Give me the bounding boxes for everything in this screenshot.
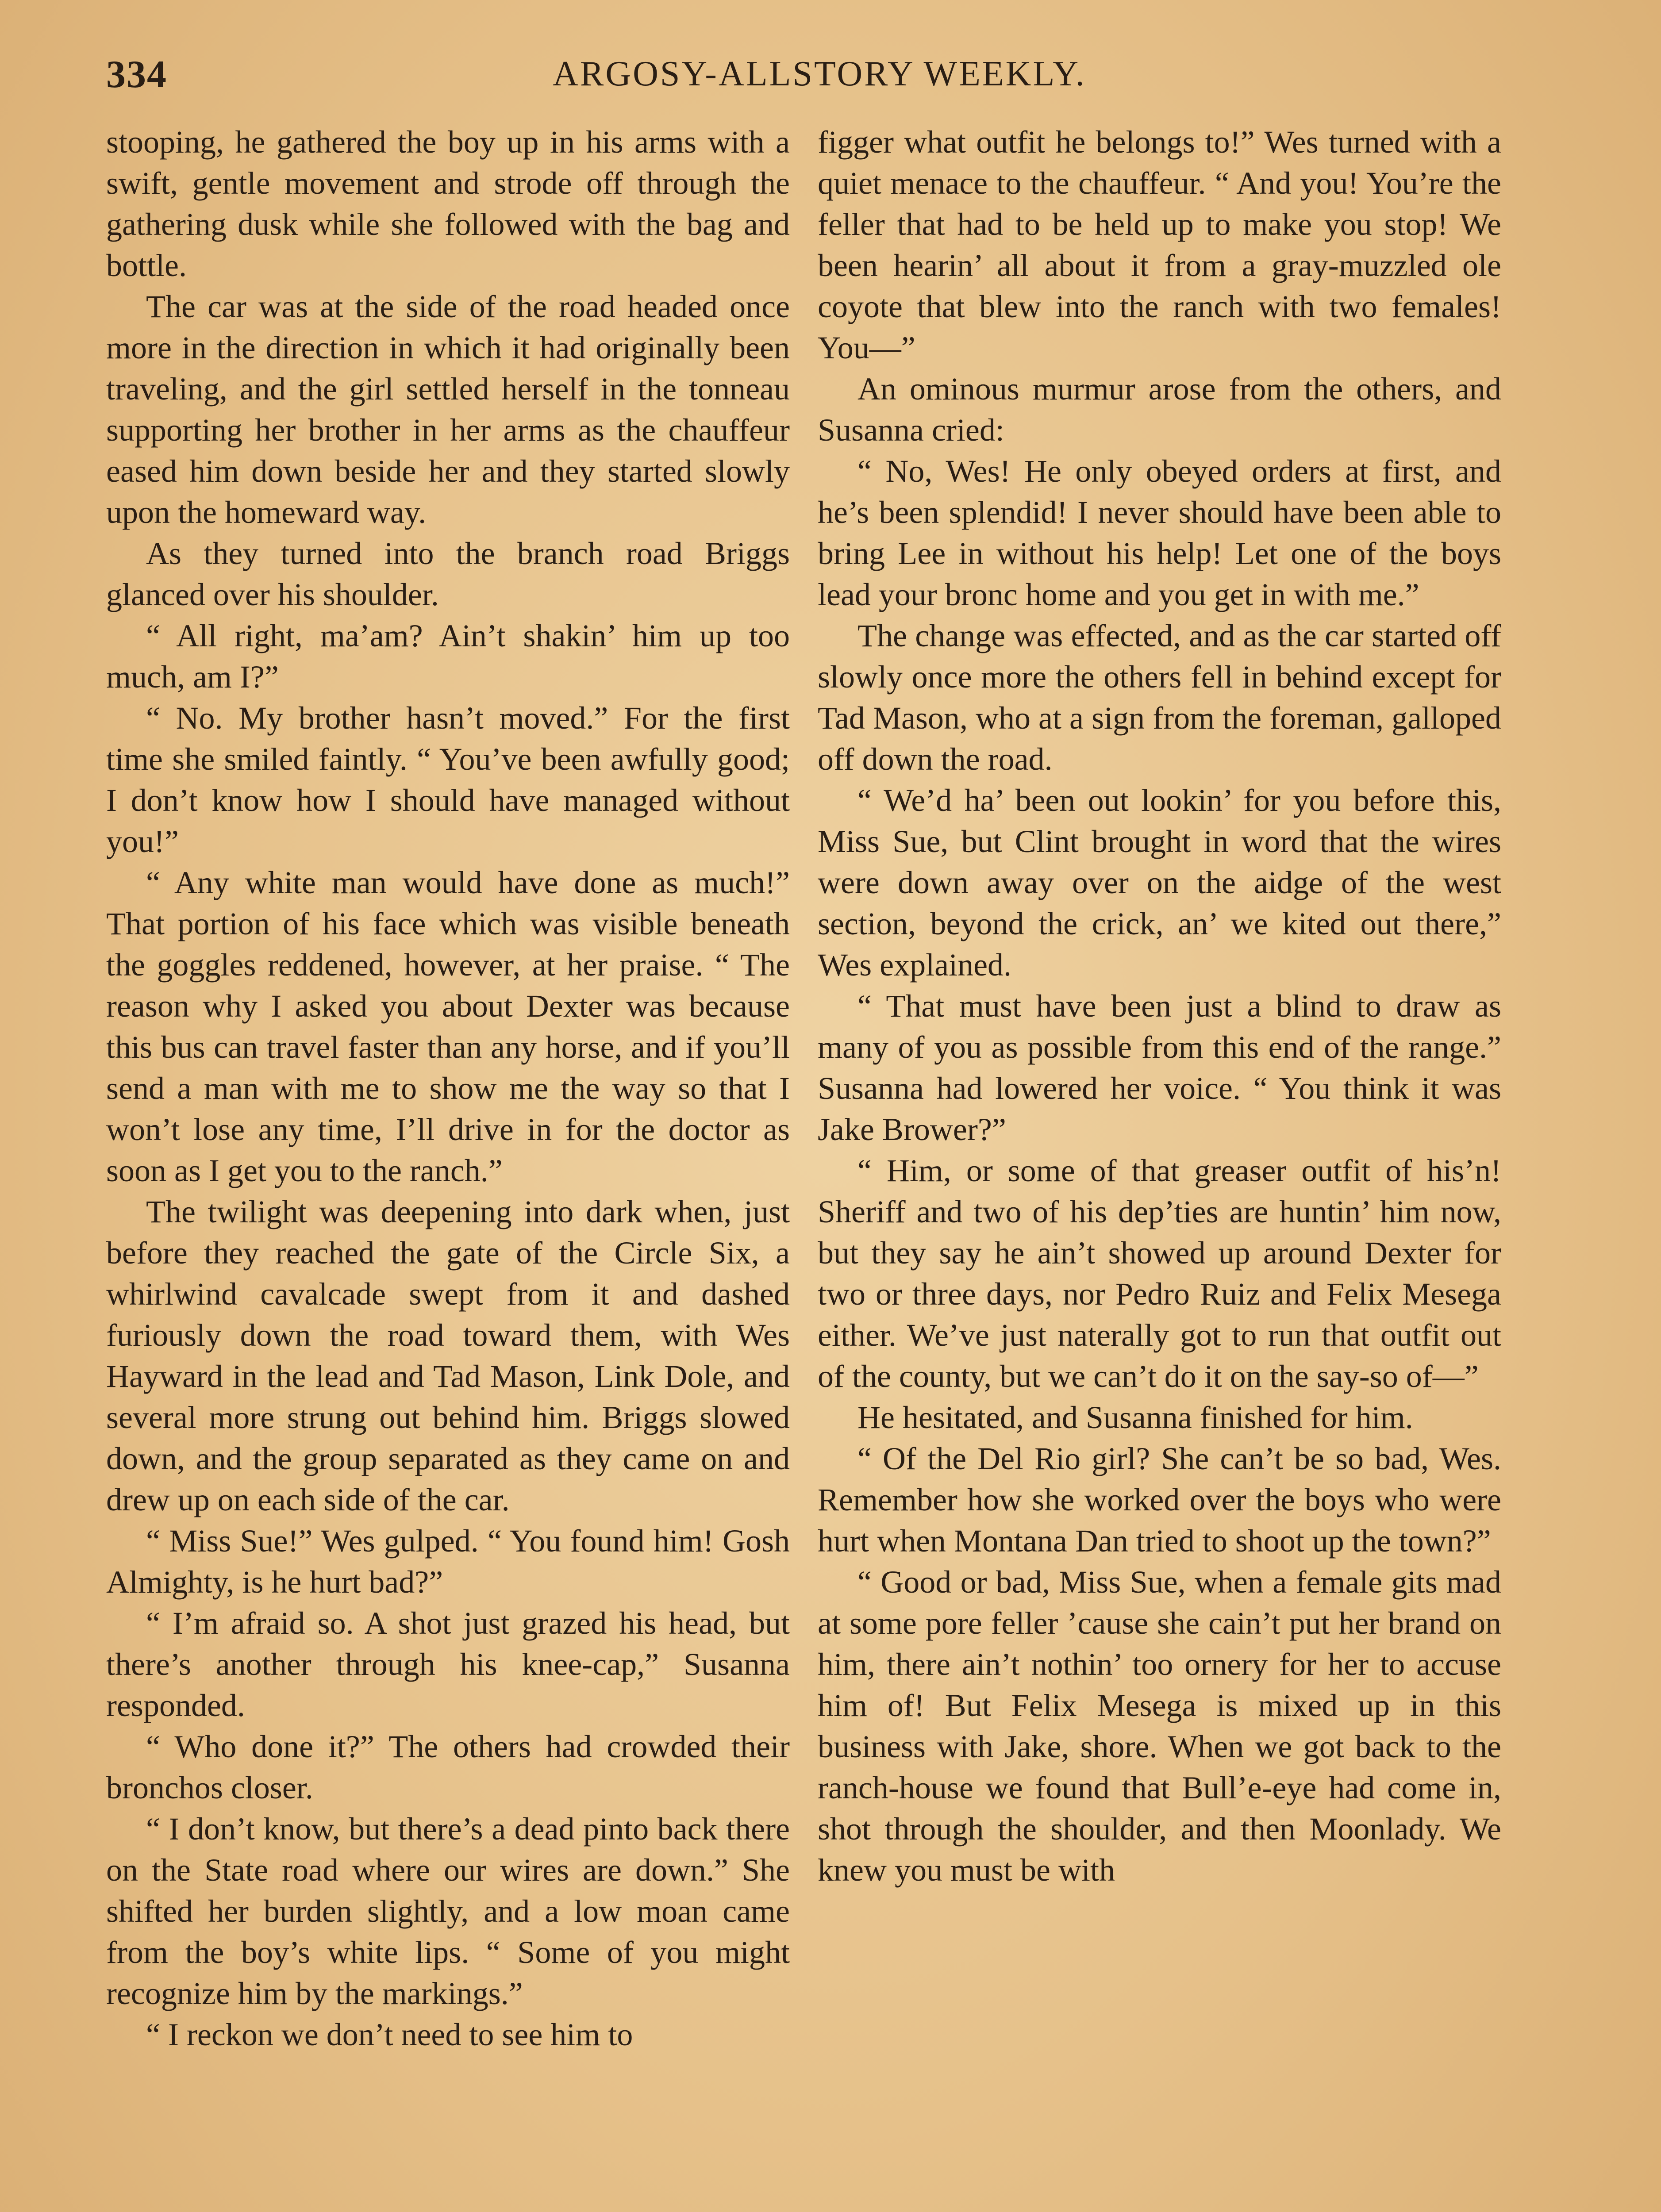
paragraph: The change was effected, and as the car started off slowly once more the others fell in behind except for Tad Mason, who at a sign from the foreman, galloped off down the road. bbox=[818, 618, 1501, 777]
paragraph: The twilight was deepening into dark when, just before they reached the gate of the Circle Six, a whirlwind cavalcade swept from it and dashed furiously down the road toward them, with Wes Hayward in the lead and Tad Mason, Link Dole, and several more strung out behind him. Briggs slowed down, and the group separated as they came on and drew up on each side of the car. bbox=[106, 1194, 790, 1517]
paragraph: The car was at the side of the road headed once more in the direction in which it had originally been traveling, and the girl settled herself in the tonneau supporting her brother in her arms as the chauffeur eased him down beside her and they started slowly upon the homeward way. bbox=[106, 289, 790, 530]
paragraph: “ No, Wes! He only obeyed orders at first, and he’s been splendid! I never should have been able to bring Lee in without his help! Let one of the boys lead your bronc home and you get in with me.” bbox=[818, 453, 1501, 612]
paragraph: An ominous murmur arose from the others, and Susanna cried: bbox=[818, 371, 1501, 448]
running-title: ARGOSY-ALLSTORY WEEKLY. bbox=[553, 54, 1086, 93]
text-column-right bbox=[818, 122, 1501, 2212]
paragraph: He hesitated, and Susanna finished for him. bbox=[857, 1400, 1413, 1435]
page-number: 334 bbox=[106, 53, 167, 96]
paragraph: “ I don’t know, but there’s a dead pinto back there on the State road where our wires are down.” She shifted her burden slightly, and a low moan came from the boy’s white lips. “ Some of you might recognize him by the markings.” bbox=[106, 1811, 790, 2011]
paragraph: “ Him, or some of that greaser outfit of his’n! Sheriff and two of his dep’ties are huntin’ him now, but they say he ain’t showed up around Dexter for two or three days, nor Pedro Ruiz and Felix Mesega either. We’ve just naterally got to run that outfit out of the county, but we can’t do it on the say-so of—” bbox=[818, 1153, 1501, 1394]
paragraph: “ No. My brother hasn’t moved.” For the first time she smiled faintly. “ You’ve been awfully good; I don’t know how I should have managed without you!” bbox=[106, 700, 790, 859]
paragraph: “ Good or bad, Miss Sue, when a female gits mad at some pore feller ’cause she cain’t put her brand on him, there ain’t nothin’ too ornery for her to accuse him of! But Felix Mesega is mixed up in this business with Jake, shore. When we got back to the ranch-house we found that Bull’e-eye had come in, shot through the shoulder, and then Moonlady. We knew you must be with bbox=[818, 1564, 1501, 1888]
text-column-left bbox=[106, 122, 790, 2212]
paragraph: “ All right, ma’am? Ain’t shakin’ him up too much, am I?” bbox=[106, 618, 790, 695]
paragraph: “ Who done it?” The others had crowded their bronchos closer. bbox=[106, 1729, 790, 1805]
paragraph: stooping, he gathered the boy up in his arms with a swift, gentle movement and strode off through the gathering dusk while she followed with the bag and bottle. bbox=[106, 124, 790, 283]
paragraph: “ I’m afraid so. A shot just grazed his head, but there’s another through his knee-cap,” Susanna responded. bbox=[106, 1605, 790, 1723]
paragraph: “ We’d ha’ been out lookin’ for you before this, Miss Sue, but Clint brought in word that the wires were down away over on the aidge of the west section, beyond the crick, an’ we kited out there,” Wes explained. bbox=[818, 783, 1501, 983]
paragraph: “ I reckon we don’t need to see him to bbox=[146, 2017, 633, 2052]
paragraph: “ Any white man would have done as much!” That portion of his face which was visible beneath the goggles reddened, however, at her praise. “ The reason why I asked you about Dexter was because this bus can travel faster than any horse, and if you’ll send a man with me to show me the way so that I won’t lose any time, I’ll drive in for the doctor as soon as I get you to the ranch.” bbox=[106, 865, 790, 1188]
paragraph: figger what outfit he belongs to!” Wes turned with a quiet menace to the chauffeur. “ And you! You’re the feller that had to be held up to make you stop! We been hearin’ all about it from a gray-muzzled ole coyote that blew into the ranch with two females! You—” bbox=[818, 124, 1501, 365]
paragraph: “ Of the Del Rio girl? She can’t be so bad, Wes. Remember how she worked over the boys who were hurt when Montana Dan tried to shoot up the town?” bbox=[818, 1441, 1501, 1559]
paragraph: “ Miss Sue!” Wes gulped. “ You found him! Gosh Almighty, is he hurt bad?” bbox=[106, 1523, 790, 1600]
paragraph: As they turned into the branch road Briggs glanced over his shoulder. bbox=[106, 536, 790, 612]
paragraph: “ That must have been just a blind to draw as many of you as possible from this end of the range.” Susanna had lowered her voice. “ You think it was Jake Brower?” bbox=[818, 988, 1501, 1147]
page-header bbox=[106, 49, 1533, 111]
